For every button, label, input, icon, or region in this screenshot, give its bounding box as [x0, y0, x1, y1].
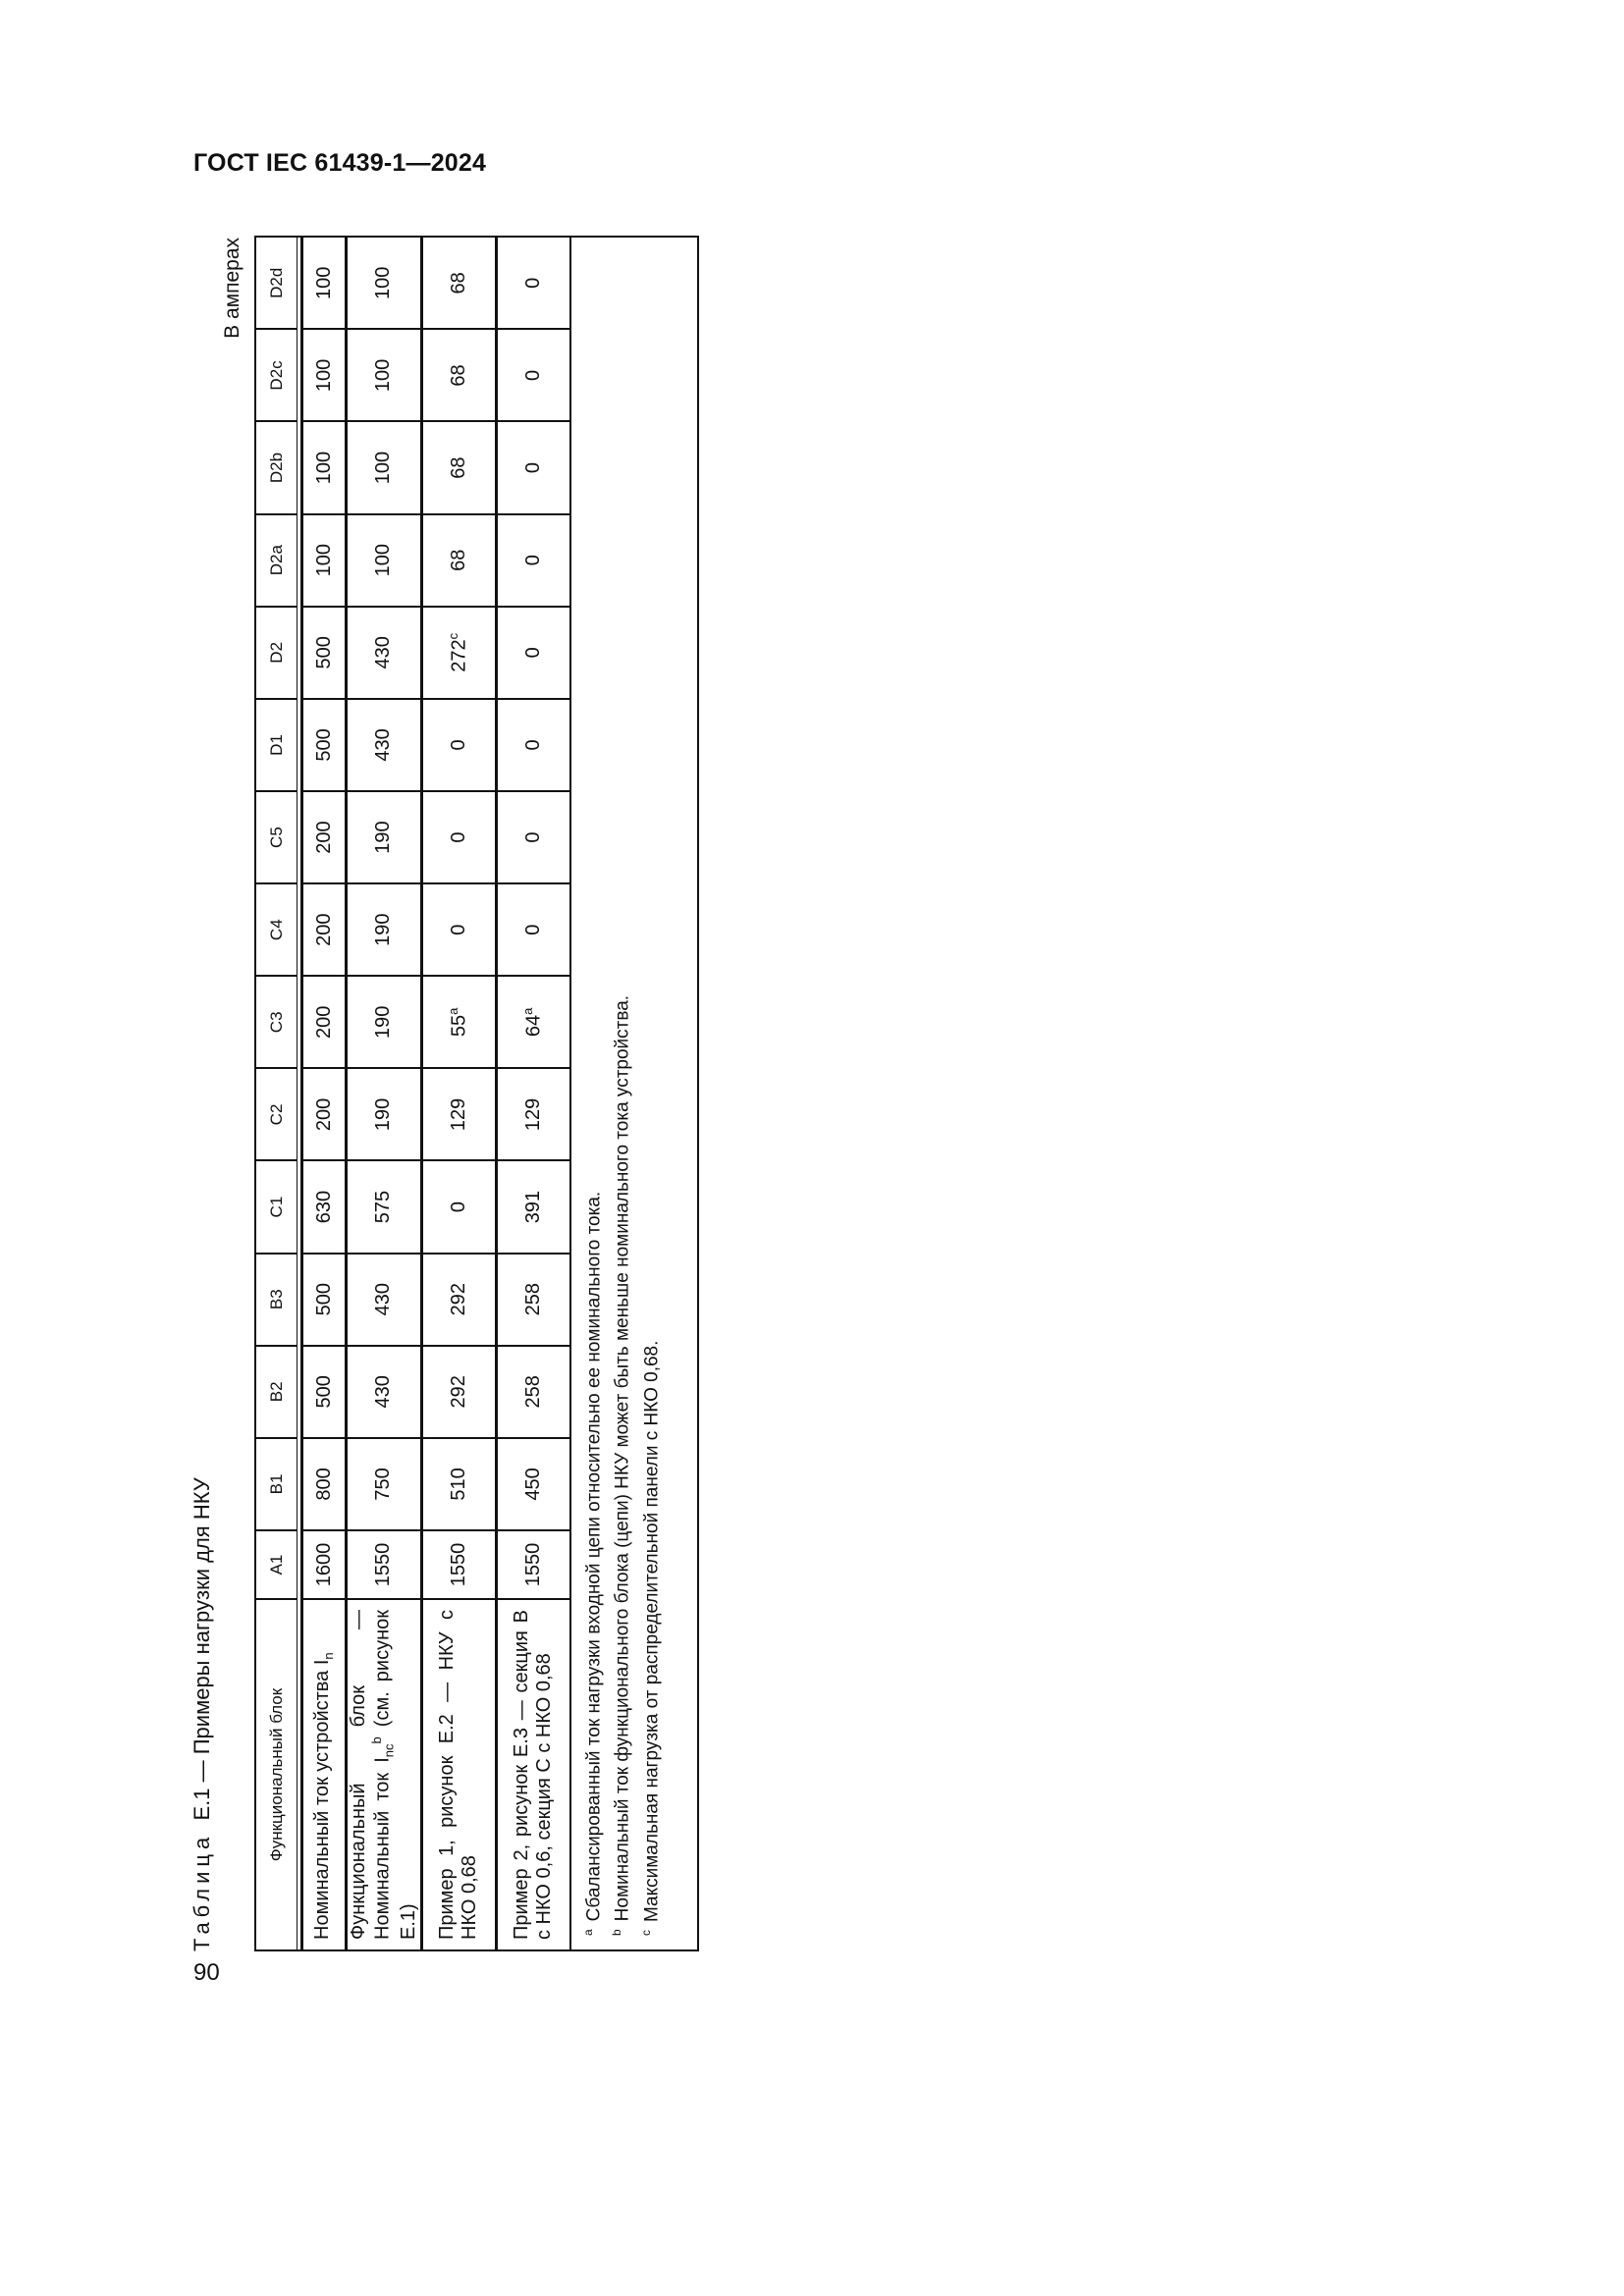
- table-cell: [347, 699, 422, 791]
- column-header: C5: [255, 791, 298, 883]
- table-cell: [302, 1438, 347, 1530]
- table-cell: [347, 883, 422, 976]
- cell-value: 500: [312, 728, 335, 762]
- load-examples-table: [254, 236, 699, 1951]
- cell-value: 0: [521, 369, 544, 381]
- table-cell: [496, 883, 570, 976]
- column-header: B1: [255, 1438, 298, 1530]
- table-cell: [347, 1438, 422, 1530]
- table-cell: [302, 976, 347, 1068]
- page-number: 90: [193, 1959, 220, 1986]
- cell-value: 800: [312, 1468, 335, 1501]
- table-cell: [421, 1254, 496, 1346]
- table-cell: [496, 1346, 570, 1438]
- cell-value: 430: [372, 636, 395, 669]
- cell-value: 100: [312, 358, 335, 393]
- cell-value: 630: [312, 1190, 335, 1224]
- footnote-text: Сбалансированный ток нагрузки входной цепи относительно ее номинального тока.: [582, 1191, 604, 1922]
- table-cell: [302, 791, 347, 883]
- table-cell: [421, 329, 496, 421]
- cell-footnote-mark: c: [445, 632, 460, 640]
- cell-value: 0: [521, 462, 544, 474]
- table-cell: [421, 1346, 496, 1438]
- header-row: [255, 237, 298, 1950]
- column-header: C4: [255, 883, 298, 976]
- cell-value: 190: [372, 913, 395, 946]
- column-header: D2: [255, 607, 298, 699]
- footnote-mark: b: [610, 1929, 624, 1936]
- column-header: D1: [255, 699, 298, 791]
- cell-value: 272: [448, 639, 470, 672]
- column-header-functional-block: Функциональный блок: [255, 1599, 298, 1950]
- table-cell: [421, 1161, 496, 1254]
- cell-value: 430: [372, 1375, 395, 1409]
- table-cell: [302, 699, 347, 791]
- table-cell: [421, 1530, 496, 1599]
- table-cell: [421, 976, 496, 1068]
- cell-value: 68: [447, 272, 469, 294]
- cell-value: 430: [372, 728, 395, 762]
- table-cell: [347, 329, 422, 421]
- cell-value: 100: [372, 451, 395, 485]
- footnote: [579, 251, 609, 1936]
- footnote-mark: a: [580, 1929, 595, 1936]
- table-cell: [496, 791, 570, 883]
- cell-value: 510: [447, 1468, 469, 1501]
- cell-value: 68: [447, 456, 469, 479]
- column-header: C3: [255, 976, 298, 1068]
- cell-value: 1550: [372, 1542, 395, 1587]
- table-cell: [302, 1346, 347, 1438]
- cell-value: 200: [312, 1005, 335, 1039]
- column-header: D2b: [255, 422, 298, 514]
- cell-value: 500: [312, 1375, 335, 1409]
- table-cell: [421, 237, 496, 329]
- cell-value: 0: [521, 277, 544, 289]
- cell-value: 100: [372, 266, 395, 299]
- cell-value: 200: [312, 821, 335, 854]
- table-cell: [347, 422, 422, 514]
- cell-value: 200: [312, 1097, 335, 1132]
- cell-value: 129: [521, 1097, 544, 1132]
- cell-value: 100: [312, 544, 335, 577]
- cell-value: 64: [522, 1014, 545, 1038]
- column-header: A1: [255, 1530, 298, 1599]
- footnote-text: Максимальная нагрузка от распределительной панели с НКО 0,68.: [641, 1340, 663, 1922]
- cell-value: 0: [447, 1201, 469, 1213]
- table-units: В амперах: [221, 238, 244, 339]
- row-label-subscript: n: [321, 1652, 337, 1660]
- row-label-text: Пример 1, рисунок Е.2 — НКУ с НКО 0,68: [436, 1610, 481, 1940]
- column-header: D2d: [255, 237, 298, 329]
- cell-value: 100: [312, 266, 335, 299]
- table-cell: [302, 1068, 347, 1160]
- table-cell: [347, 976, 422, 1068]
- table-cell: [302, 1161, 347, 1254]
- table-cell: [347, 607, 422, 699]
- cell-value: 0: [521, 555, 544, 566]
- footnotes-row: [570, 237, 698, 1950]
- row-label: [302, 1599, 347, 1950]
- table-cell: [302, 237, 347, 329]
- table-cell: [496, 514, 570, 607]
- column-header: C1: [255, 1161, 298, 1254]
- table-cell: [421, 422, 496, 514]
- cell-value: 1550: [447, 1542, 469, 1587]
- table-cell: [496, 329, 570, 421]
- cell-value: 100: [372, 544, 395, 577]
- row-label-footnote-mark: b: [369, 1736, 384, 1744]
- rotated-table-block: [189, 238, 677, 1951]
- cell-value: 575: [372, 1190, 395, 1224]
- table-cell: [496, 1530, 570, 1599]
- table-row: [302, 237, 347, 1950]
- cell-value: 292: [447, 1375, 469, 1409]
- column-header: B2: [255, 1346, 298, 1438]
- table-cell: [496, 1068, 570, 1160]
- table-cell: [421, 883, 496, 976]
- cell-value: 100: [372, 358, 395, 393]
- cell-value: 258: [521, 1375, 544, 1409]
- column-header: D2a: [255, 514, 298, 607]
- footnote-text: Номинальный ток функционального блока (цепи) НКУ может быть меньше номинального тока устройства.: [612, 994, 633, 1922]
- cell-value: 55: [448, 1014, 470, 1038]
- table-title: [189, 1477, 215, 1951]
- table-cell: [496, 607, 570, 699]
- cell-value: 129: [447, 1097, 469, 1132]
- cell-footnote-mark: a: [519, 1007, 535, 1015]
- cell-value: 0: [521, 739, 544, 751]
- table-cell: [496, 1254, 570, 1346]
- cell-value: 450: [521, 1468, 544, 1501]
- table-cell: [496, 976, 570, 1068]
- cell-value: 391: [521, 1190, 544, 1224]
- table-row: [421, 237, 496, 1950]
- table-cell: [421, 607, 496, 699]
- table-cell: [496, 699, 570, 791]
- table-cell: [347, 791, 422, 883]
- cell-value: 430: [372, 1283, 395, 1316]
- column-header: C2: [255, 1068, 298, 1160]
- cell-footnote-mark: a: [445, 1007, 460, 1015]
- cell-value: 1550: [521, 1542, 544, 1587]
- footnotes: [570, 237, 698, 1950]
- cell-value: 750: [372, 1468, 395, 1501]
- table-cell: [302, 329, 347, 421]
- table-cell: [302, 422, 347, 514]
- cell-value: 0: [447, 924, 469, 935]
- cell-value: 258: [521, 1283, 544, 1316]
- cell-value: 0: [447, 739, 469, 751]
- cell-value: 0: [447, 831, 469, 843]
- cell-value: 190: [372, 1097, 395, 1132]
- table-cell: [347, 1068, 422, 1160]
- table-cell: [347, 514, 422, 607]
- table-cell: [302, 514, 347, 607]
- cell-value: 0: [521, 647, 544, 659]
- table-cell: [347, 1161, 422, 1254]
- column-header: D2c: [255, 329, 298, 421]
- cell-value: 0: [521, 924, 544, 935]
- row-label-tail: (см. рисунок Е.1): [371, 1610, 419, 1940]
- table-cell: [421, 791, 496, 883]
- table-cell: [421, 1438, 496, 1530]
- cell-value: 1600: [312, 1542, 335, 1587]
- cell-value: 190: [372, 1005, 395, 1039]
- table-cell: [421, 1068, 496, 1160]
- table-cell: [496, 422, 570, 514]
- table-cell: [421, 514, 496, 607]
- row-label-subscript: nc: [381, 1743, 397, 1758]
- row-label: [421, 1599, 496, 1950]
- table-cell: [421, 699, 496, 791]
- table-cell: [347, 1254, 422, 1346]
- table-cell: [302, 607, 347, 699]
- cell-value: 200: [312, 913, 335, 946]
- footnote: [637, 251, 667, 1936]
- table-row: [496, 237, 570, 1950]
- cell-value: 292: [447, 1283, 469, 1316]
- column-header: B3: [255, 1254, 298, 1346]
- table-cell: [347, 1530, 422, 1599]
- document-code: ГОСТ IEC 61439-1—2024: [193, 149, 487, 177]
- cell-value: 100: [312, 451, 335, 485]
- table-title-prefix: Таблица: [189, 1832, 214, 1951]
- table-cell: [496, 1161, 570, 1254]
- cell-value: 190: [372, 821, 395, 854]
- footnote-mark: c: [639, 1930, 654, 1936]
- row-label-text: Номинальный ток устройства I: [311, 1659, 334, 1940]
- row-label-text: Функциональный блок — Номинальный ток I: [348, 1610, 394, 1940]
- table-cell: [302, 883, 347, 976]
- table-title-text: Е.1 — Примеры нагрузки для НКУ: [189, 1477, 214, 1821]
- cell-value: 500: [312, 636, 335, 669]
- row-label: [496, 1599, 570, 1950]
- cell-value: 0: [521, 831, 544, 843]
- table-cell: [302, 1254, 347, 1346]
- cell-value: 68: [447, 549, 469, 571]
- cell-value: 500: [312, 1283, 335, 1316]
- row-label: [347, 1599, 422, 1950]
- footnote: [608, 251, 637, 1936]
- table-row: [347, 237, 422, 1950]
- table-cell: [347, 237, 422, 329]
- row-label-text: Пример 2, рисунок Е.3 — секция В с НКО 0,6, секция С с НКО 0,68: [511, 1610, 556, 1940]
- table-cell: [496, 1438, 570, 1530]
- table-cell: [496, 237, 570, 329]
- table-cell: [302, 1530, 347, 1599]
- cell-value: 68: [447, 364, 469, 387]
- table-cell: [347, 1346, 422, 1438]
